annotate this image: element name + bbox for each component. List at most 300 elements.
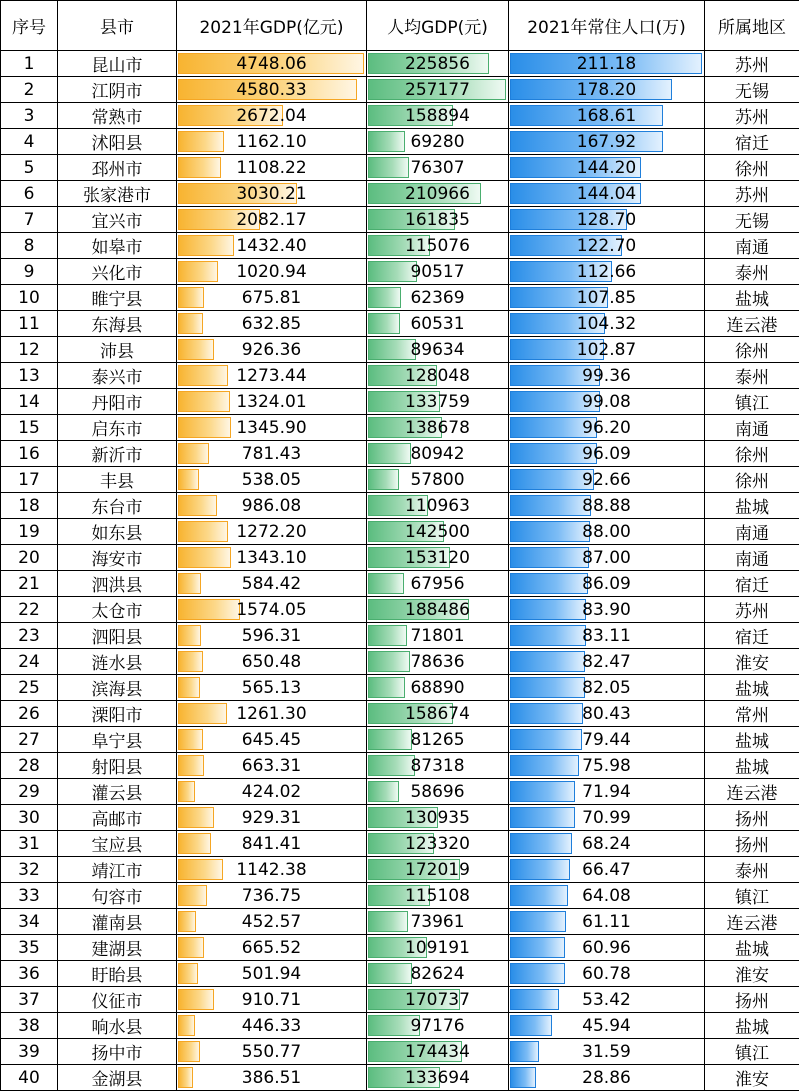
county-name: 金湖县 (58, 1065, 177, 1091)
county-name: 宜兴市 (58, 207, 177, 233)
per-capita-gdp-cell-value: 58696 (410, 782, 464, 802)
gdp-cell (177, 259, 367, 285)
per-capita-gdp-cell (367, 831, 509, 857)
population-cell-value: 88.88 (582, 496, 631, 516)
population-cell-databar (510, 989, 559, 1010)
population-cell-value: 64.08 (582, 886, 631, 906)
gdp-cell (177, 623, 367, 649)
region-name: 盐城 (705, 675, 799, 701)
table-row (1, 805, 799, 831)
region-name: 徐州 (705, 155, 799, 181)
region-name: 淮安 (705, 961, 799, 987)
population-cell (509, 389, 705, 415)
table-row (1, 233, 799, 259)
population-cell-databar (510, 599, 586, 620)
per-capita-gdp-cell-databar (368, 157, 409, 178)
gdp-cell (177, 675, 367, 701)
county-name: 高邮市 (58, 805, 177, 831)
per-capita-gdp-cell-value: 82624 (410, 964, 464, 984)
row-index: 16 (1, 441, 58, 467)
population-cell-value: 144.04 (577, 184, 636, 204)
population-cell-databar (510, 937, 565, 958)
county-name: 丹阳市 (58, 389, 177, 415)
region-name: 泰州 (705, 259, 799, 285)
table-row (1, 389, 799, 415)
region-name: 南通 (705, 233, 799, 259)
table-row (1, 753, 799, 779)
row-index: 31 (1, 831, 58, 857)
gdp-cell-databar (178, 1041, 200, 1062)
table-row (1, 649, 799, 675)
region-name: 徐州 (705, 441, 799, 467)
population-cell-value: 144.20 (577, 158, 636, 178)
per-capita-gdp-cell-value: 90517 (410, 262, 464, 282)
population-cell-databar (510, 755, 579, 776)
population-cell-databar (510, 859, 570, 880)
row-index: 35 (1, 935, 58, 961)
gdp-cell-databar (178, 521, 228, 542)
gdp-cell-value: 584.42 (242, 574, 301, 594)
gdp-cell-value: 538.05 (242, 470, 301, 490)
population-cell-value: 31.59 (582, 1042, 631, 1062)
per-capita-gdp-cell (367, 701, 509, 727)
county-name: 海安市 (58, 545, 177, 571)
population-cell-value: 60.96 (582, 938, 631, 958)
population-cell (509, 623, 705, 649)
population-cell (509, 259, 705, 285)
population-cell-databar (510, 547, 589, 568)
region-name: 无锡 (705, 207, 799, 233)
gdp-cell (177, 935, 367, 961)
per-capita-gdp-cell-value: 210966 (405, 184, 470, 204)
population-cell-databar (510, 677, 585, 698)
row-index: 18 (1, 493, 58, 519)
table-row (1, 571, 799, 597)
table-row (1, 1065, 799, 1091)
region-name: 连云港 (705, 779, 799, 805)
table-row (1, 311, 799, 337)
gdp-cell-databar (178, 599, 240, 620)
per-capita-gdp-cell (367, 545, 509, 571)
per-capita-gdp-cell-value: 57800 (410, 470, 464, 490)
population-cell-value: 122.70 (577, 236, 636, 256)
per-capita-gdp-cell-value: 109191 (405, 938, 470, 958)
header-row (1, 1, 799, 51)
gdp-cell (177, 155, 367, 181)
per-capita-gdp-cell (367, 883, 509, 909)
population-cell-databar (510, 1015, 552, 1036)
county-name: 盱眙县 (58, 961, 177, 987)
gdp-cell-databar (178, 885, 207, 906)
population-cell-value: 75.98 (582, 756, 631, 776)
region-name: 扬州 (705, 805, 799, 831)
per-capita-gdp-cell-databar (368, 651, 410, 672)
gdp-cell-databar (178, 859, 223, 880)
county-name: 灌云县 (58, 779, 177, 805)
per-capita-gdp-cell-databar (368, 313, 400, 334)
per-capita-gdp-cell-value: 123320 (405, 834, 470, 854)
population-cell-value: 99.08 (582, 392, 631, 412)
per-capita-gdp-cell (367, 389, 509, 415)
per-capita-gdp-cell (367, 935, 509, 961)
gdp-cell-value: 1324.01 (236, 392, 306, 412)
region-name: 盐城 (705, 753, 799, 779)
gdp-cell-databar (178, 937, 204, 958)
table-row (1, 285, 799, 311)
region-name: 泰州 (705, 857, 799, 883)
per-capita-gdp-cell-value: 225856 (405, 54, 470, 74)
county-name: 泰兴市 (58, 363, 177, 389)
population-cell-value: 211.18 (577, 54, 636, 74)
county-name: 建湖县 (58, 935, 177, 961)
row-index: 17 (1, 467, 58, 493)
region-name: 常州 (705, 701, 799, 727)
population-cell (509, 727, 705, 753)
row-index: 20 (1, 545, 58, 571)
region-name: 盐城 (705, 493, 799, 519)
gdp-cell-value: 632.85 (242, 314, 301, 334)
table-row (1, 779, 799, 805)
per-capita-gdp-cell-value: 76307 (410, 158, 464, 178)
gdp-cell-databar (178, 807, 214, 828)
region-name: 宿迁 (705, 623, 799, 649)
per-capita-gdp-cell (367, 467, 509, 493)
per-capita-gdp-cell (367, 155, 509, 181)
gdp-cell (177, 103, 367, 129)
per-capita-gdp-cell (367, 1039, 509, 1065)
per-capita-gdp-cell-databar (368, 573, 404, 594)
region-name: 扬州 (705, 987, 799, 1013)
population-cell-value: 102.87 (577, 340, 636, 360)
population-cell (509, 441, 705, 467)
gdp-cell-value: 4748.06 (236, 54, 306, 74)
per-capita-gdp-cell (367, 207, 509, 233)
region-name: 苏州 (705, 103, 799, 129)
header-population: 2021年常住人口(万) (509, 1, 705, 51)
population-cell-value: 96.09 (582, 444, 631, 464)
gdp-cell (177, 883, 367, 909)
per-capita-gdp-cell-databar (368, 339, 416, 360)
row-index: 7 (1, 207, 58, 233)
gdp-cell (177, 1013, 367, 1039)
row-index: 1 (1, 51, 58, 77)
gdp-cell-databar (178, 469, 199, 490)
gdp-cell-value: 736.75 (242, 886, 301, 906)
population-cell-value: 112.66 (577, 262, 636, 282)
row-index: 22 (1, 597, 58, 623)
population-cell-databar (510, 625, 586, 646)
region-name: 泰州 (705, 363, 799, 389)
per-capita-gdp-cell-databar (368, 963, 412, 984)
population-cell-value: 87.00 (582, 548, 631, 568)
per-capita-gdp-cell (367, 77, 509, 103)
gdp-cell-databar (178, 547, 231, 568)
gdp-cell-value: 1273.44 (236, 366, 306, 386)
gdp-cell-databar (178, 287, 204, 308)
gdp-cell (177, 727, 367, 753)
population-cell-value: 79.44 (582, 730, 631, 750)
table-row (1, 961, 799, 987)
population-cell (509, 77, 705, 103)
per-capita-gdp-cell (367, 285, 509, 311)
region-name: 盐城 (705, 285, 799, 311)
per-capita-gdp-cell-databar (368, 781, 399, 802)
gdp-cell-databar (178, 781, 195, 802)
population-cell-databar (510, 729, 582, 750)
county-name: 响水县 (58, 1013, 177, 1039)
per-capita-gdp-cell (367, 571, 509, 597)
row-index: 36 (1, 961, 58, 987)
region-name: 徐州 (705, 467, 799, 493)
gdp-cell (177, 753, 367, 779)
gdp-cell (177, 233, 367, 259)
per-capita-gdp-cell (367, 415, 509, 441)
gdp-cell-value: 501.94 (242, 964, 301, 984)
per-capita-gdp-cell-databar (368, 911, 408, 932)
region-name: 连云港 (705, 909, 799, 935)
county-name: 如皋市 (58, 233, 177, 259)
table-row (1, 831, 799, 857)
gdp-cell-databar (178, 131, 224, 152)
gdp-cell-value: 1345.90 (236, 418, 306, 438)
county-name: 兴化市 (58, 259, 177, 285)
region-name: 盐城 (705, 935, 799, 961)
population-cell-value: 82.05 (582, 678, 631, 698)
gdp-cell (177, 51, 367, 77)
per-capita-gdp-cell (367, 181, 509, 207)
gdp-cell-databar (178, 1015, 195, 1036)
gdp-cell (177, 1065, 367, 1091)
region-name: 扬州 (705, 831, 799, 857)
gdp-cell (177, 285, 367, 311)
table-row (1, 103, 799, 129)
population-cell-value: 168.61 (577, 106, 636, 126)
row-index: 33 (1, 883, 58, 909)
region-name: 宿迁 (705, 129, 799, 155)
region-name: 南通 (705, 415, 799, 441)
population-cell-value: 107.85 (577, 288, 636, 308)
gdp-cell-databar (178, 755, 204, 776)
county-name: 沭阳县 (58, 129, 177, 155)
county-name: 溧阳市 (58, 701, 177, 727)
per-capita-gdp-cell-value: 142500 (405, 522, 470, 542)
county-name: 丰县 (58, 467, 177, 493)
population-cell (509, 701, 705, 727)
population-cell (509, 519, 705, 545)
per-capita-gdp-cell-value: 81265 (410, 730, 464, 750)
gdp-cell-value: 663.31 (242, 756, 301, 776)
gdp-cell-databar (178, 625, 201, 646)
row-index: 27 (1, 727, 58, 753)
per-capita-gdp-cell-value: 110963 (405, 496, 470, 516)
population-cell-databar (510, 911, 566, 932)
gdp-cell-value: 1020.94 (236, 262, 306, 282)
per-capita-gdp-cell-value: 170737 (405, 990, 470, 1010)
per-capita-gdp-cell (367, 961, 509, 987)
population-cell-value: 104.32 (577, 314, 636, 334)
gdp-cell-value: 1261.30 (236, 704, 306, 724)
gdp-cell-value: 2672.04 (236, 106, 306, 126)
gdp-cell (177, 779, 367, 805)
county-name: 句容市 (58, 883, 177, 909)
per-capita-gdp-cell-value: 115108 (405, 886, 470, 906)
table-row (1, 129, 799, 155)
table-row (1, 519, 799, 545)
county-name: 如东县 (58, 519, 177, 545)
population-cell-value: 45.94 (582, 1016, 631, 1036)
row-index: 25 (1, 675, 58, 701)
county-name: 滨海县 (58, 675, 177, 701)
per-capita-gdp-cell-value: 257177 (405, 80, 470, 100)
population-cell (509, 493, 705, 519)
row-index: 21 (1, 571, 58, 597)
region-name: 南通 (705, 519, 799, 545)
gdp-cell-value: 1142.38 (236, 860, 306, 880)
per-capita-gdp-cell (367, 753, 509, 779)
gdp-cell (177, 805, 367, 831)
gdp-cell-value: 926.36 (242, 340, 301, 360)
table-row (1, 909, 799, 935)
table-row (1, 675, 799, 701)
row-index: 3 (1, 103, 58, 129)
row-index: 28 (1, 753, 58, 779)
per-capita-gdp-cell-value: 97176 (410, 1016, 464, 1036)
per-capita-gdp-cell-value: 158674 (405, 704, 470, 724)
table-row (1, 1039, 799, 1065)
gdp-cell (177, 311, 367, 337)
per-capita-gdp-cell (367, 519, 509, 545)
population-cell-value: 83.90 (582, 600, 631, 620)
population-cell (509, 1065, 705, 1091)
per-capita-gdp-cell-value: 130935 (405, 808, 470, 828)
table-row (1, 493, 799, 519)
per-capita-gdp-cell (367, 337, 509, 363)
gdp-cell-value: 1432.40 (236, 236, 306, 256)
population-cell-value: 28.86 (582, 1068, 631, 1088)
population-cell-databar (510, 963, 565, 984)
population-cell-value: 70.99 (582, 808, 631, 828)
row-index: 23 (1, 623, 58, 649)
county-name: 睢宁县 (58, 285, 177, 311)
population-cell (509, 207, 705, 233)
per-capita-gdp-cell-databar (368, 729, 412, 750)
population-cell-value: 61.11 (582, 912, 631, 932)
county-name: 邳州市 (58, 155, 177, 181)
table-row (1, 181, 799, 207)
per-capita-gdp-cell-databar (368, 443, 411, 464)
population-cell-databar (510, 1041, 539, 1062)
per-capita-gdp-cell (367, 441, 509, 467)
table-row (1, 77, 799, 103)
gdp-cell-value: 910.71 (242, 990, 301, 1010)
per-capita-gdp-cell-value: 87318 (410, 756, 464, 776)
table-row (1, 701, 799, 727)
county-name: 常熟市 (58, 103, 177, 129)
per-capita-gdp-cell (367, 597, 509, 623)
row-index: 29 (1, 779, 58, 805)
region-name: 南通 (705, 545, 799, 571)
table-row (1, 259, 799, 285)
row-index: 4 (1, 129, 58, 155)
row-index: 14 (1, 389, 58, 415)
county-name: 射阳县 (58, 753, 177, 779)
per-capita-gdp-cell-value: 133694 (405, 1068, 470, 1088)
per-capita-gdp-cell-value: 78636 (410, 652, 464, 672)
population-cell (509, 753, 705, 779)
gdp-cell-databar (178, 1067, 193, 1088)
per-capita-gdp-cell (367, 259, 509, 285)
row-index: 8 (1, 233, 58, 259)
table-row (1, 597, 799, 623)
gdp-cell-databar (178, 573, 201, 594)
row-index: 26 (1, 701, 58, 727)
region-name: 徐州 (705, 337, 799, 363)
population-cell (509, 337, 705, 363)
row-index: 32 (1, 857, 58, 883)
county-name: 阜宁县 (58, 727, 177, 753)
population-cell (509, 883, 705, 909)
county-name: 仪征市 (58, 987, 177, 1013)
gdp-cell-databar (178, 911, 196, 932)
gdp-cell-value: 1162.10 (236, 132, 306, 152)
row-index: 2 (1, 77, 58, 103)
per-capita-gdp-cell-databar (368, 677, 405, 698)
population-cell-value: 167.92 (577, 132, 636, 152)
population-cell (509, 51, 705, 77)
region-name: 淮安 (705, 1065, 799, 1091)
per-capita-gdp-cell (367, 649, 509, 675)
per-capita-gdp-cell (367, 675, 509, 701)
header-per-capita-gdp: 人均GDP(元) (367, 1, 509, 51)
per-capita-gdp-cell-value: 115076 (405, 236, 470, 256)
gdp-cell-databar (178, 443, 209, 464)
gdp-cell (177, 597, 367, 623)
table-row (1, 1013, 799, 1039)
population-cell-value: 80.43 (582, 704, 631, 724)
population-cell (509, 909, 705, 935)
region-name: 连云港 (705, 311, 799, 337)
population-cell-databar (510, 573, 588, 594)
county-name: 涟水县 (58, 649, 177, 675)
gdp-cell-value: 565.13 (242, 678, 301, 698)
gdp-cell-value: 1272.20 (236, 522, 306, 542)
row-index: 11 (1, 311, 58, 337)
row-index: 12 (1, 337, 58, 363)
gdp-cell (177, 493, 367, 519)
per-capita-gdp-cell-value: 71801 (410, 626, 464, 646)
row-index: 19 (1, 519, 58, 545)
population-cell-databar (510, 807, 575, 828)
per-capita-gdp-cell (367, 1065, 509, 1091)
county-name: 灌南县 (58, 909, 177, 935)
gdp-cell-value: 1343.10 (236, 548, 306, 568)
table-row (1, 727, 799, 753)
population-cell (509, 571, 705, 597)
per-capita-gdp-cell-value: 188486 (405, 600, 470, 620)
population-cell-databar (510, 495, 591, 516)
population-cell (509, 805, 705, 831)
per-capita-gdp-cell (367, 363, 509, 389)
gdp-cell-value: 986.08 (242, 496, 301, 516)
per-capita-gdp-cell-value: 67956 (410, 574, 464, 594)
gdp-cell-databar (178, 391, 230, 412)
population-cell-value: 178.20 (577, 80, 636, 100)
gdp-cell-value: 1574.05 (236, 600, 306, 620)
gdp-cell (177, 129, 367, 155)
table-row (1, 155, 799, 181)
region-name: 苏州 (705, 51, 799, 77)
row-index: 6 (1, 181, 58, 207)
